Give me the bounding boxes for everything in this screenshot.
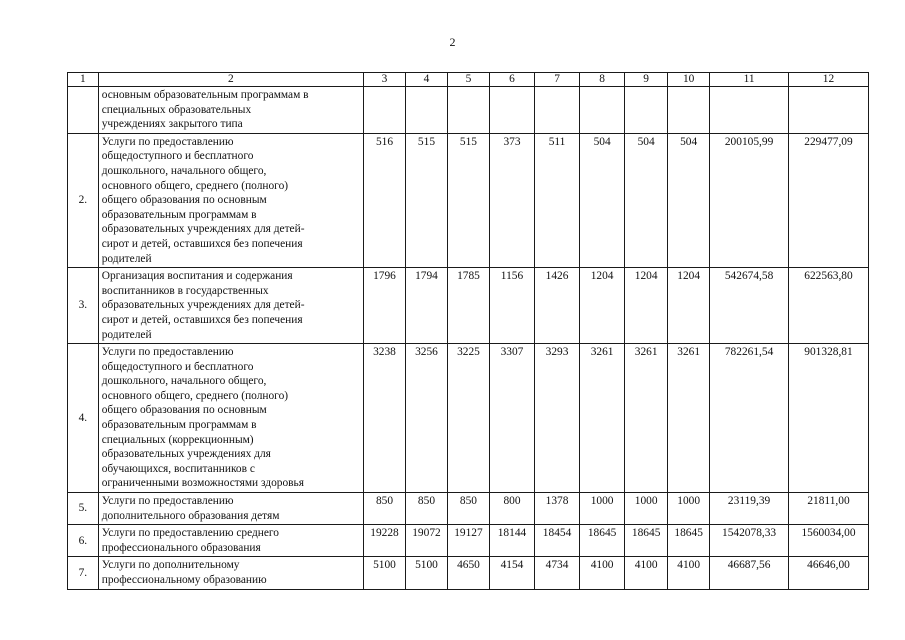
- value-cell: 1378: [535, 493, 580, 525]
- description-line: общедоступного и бесплатного: [101, 360, 254, 373]
- row-number: 7.: [68, 557, 99, 589]
- value-cell: 19127: [447, 525, 489, 557]
- description-line: воспитанников в государственных: [101, 284, 269, 297]
- row-description: [98, 87, 363, 134]
- value-cell: [789, 87, 869, 134]
- description-line: специальных образовательных: [101, 103, 252, 116]
- value-cell: 504: [580, 133, 625, 267]
- value-cell: 3307: [489, 344, 534, 493]
- description-line: Услуги по предоставлению среднего: [101, 527, 280, 540]
- description-line: специальных (коррекционным): [101, 433, 254, 446]
- header-cell: 5: [447, 73, 489, 87]
- description-line: основного общего, среднего (полного): [101, 179, 289, 192]
- row-number: 6.: [68, 525, 99, 557]
- value-cell: 1000: [580, 493, 625, 525]
- row-number: [68, 87, 99, 134]
- table-row: [68, 87, 869, 134]
- value-cell: 18454: [535, 525, 580, 557]
- value-cell: 622563,80: [789, 268, 869, 344]
- header-cell: 9: [625, 73, 668, 87]
- value-cell: [447, 87, 489, 134]
- value-cell: 4650: [447, 557, 489, 589]
- header-cell: 1: [68, 73, 99, 87]
- value-cell: 901328,81: [789, 344, 869, 493]
- value-cell: 18645: [625, 525, 668, 557]
- description-line: образовательным программам в: [101, 208, 257, 221]
- header-cell: 11: [710, 73, 789, 87]
- value-cell: 1204: [625, 268, 668, 344]
- row-number: 5.: [68, 493, 99, 525]
- value-cell: [535, 87, 580, 134]
- value-cell: 229477,09: [789, 133, 869, 267]
- description-line: образовательных учреждениях для детей-: [101, 223, 305, 236]
- value-cell: 3261: [668, 344, 710, 493]
- value-cell: 1000: [668, 493, 710, 525]
- table-row: [68, 268, 869, 344]
- value-cell: 4100: [625, 557, 668, 589]
- value-cell: 1000: [625, 493, 668, 525]
- description-line: сирот и детей, оставшихся без попечения: [101, 237, 303, 250]
- header-cell: 7: [535, 73, 580, 87]
- description-line: основным образовательным программам в: [101, 89, 309, 101]
- value-cell: 19072: [405, 525, 447, 557]
- value-cell: 1794: [405, 268, 447, 344]
- value-cell: 19228: [364, 525, 406, 557]
- value-cell: 504: [668, 133, 710, 267]
- row-description: [98, 344, 363, 493]
- description-line: общего образования по основным: [101, 194, 267, 207]
- table-row: [68, 525, 869, 557]
- value-cell: 1542078,33: [710, 525, 789, 557]
- description-line: обучающихся, воспитанников с: [101, 462, 255, 475]
- value-cell: 542674,58: [710, 268, 789, 344]
- description-line: общедоступного и бесплатного: [101, 150, 254, 163]
- value-cell: 23119,39: [710, 493, 789, 525]
- value-cell: 3256: [405, 344, 447, 493]
- value-cell: 18645: [668, 525, 710, 557]
- description-line: родителей: [101, 328, 152, 341]
- row-number: 4.: [68, 344, 99, 493]
- value-cell: 18645: [580, 525, 625, 557]
- value-cell: 4154: [489, 557, 534, 589]
- description-line: образовательных учреждениях для детей-: [101, 299, 305, 312]
- row-description: [98, 268, 363, 344]
- value-cell: 800: [489, 493, 534, 525]
- row-number: 2.: [68, 133, 99, 267]
- description-line: ограниченными возможностями здоровья: [101, 477, 304, 490]
- table-row: [68, 133, 869, 267]
- value-cell: [364, 87, 406, 134]
- header-cell: 12: [789, 73, 869, 87]
- description-line: Услуги по дополнительному: [101, 559, 240, 572]
- description-line: сирот и детей, оставшихся без попечения: [101, 313, 303, 326]
- header-row: [68, 73, 869, 87]
- description-line: родителей: [101, 252, 152, 265]
- value-cell: [710, 87, 789, 134]
- value-cell: 516: [364, 133, 406, 267]
- value-cell: 515: [405, 133, 447, 267]
- value-cell: 1785: [447, 268, 489, 344]
- description-line: общего образования по основным: [101, 404, 267, 417]
- value-cell: 1156: [489, 268, 534, 344]
- description-line: Услуги по предоставлению: [101, 135, 234, 148]
- value-cell: 200105,99: [710, 133, 789, 267]
- value-cell: 4100: [668, 557, 710, 589]
- value-cell: [489, 87, 534, 134]
- row-description: [98, 557, 363, 589]
- value-cell: 18144: [489, 525, 534, 557]
- value-cell: 4100: [580, 557, 625, 589]
- row-description: [98, 525, 363, 557]
- table-row: [68, 557, 869, 589]
- value-cell: 782261,54: [710, 344, 789, 493]
- description-line: дошкольного, начального общего,: [101, 164, 267, 177]
- value-cell: 850: [447, 493, 489, 525]
- table-row: [68, 493, 869, 525]
- description-line: Услуги по предоставлению: [101, 346, 234, 359]
- value-cell: [405, 87, 447, 134]
- row-description: [98, 493, 363, 525]
- description-line: Организация воспитания и содержания: [101, 270, 293, 283]
- value-cell: 21811,00: [789, 493, 869, 525]
- description-line: образовательным программам в: [101, 419, 257, 432]
- description-line: Услуги по предоставлению: [101, 495, 234, 508]
- header-cell: 6: [489, 73, 534, 87]
- header-cell: 4: [405, 73, 447, 87]
- value-cell: 850: [405, 493, 447, 525]
- value-cell: 515: [447, 133, 489, 267]
- value-cell: 511: [535, 133, 580, 267]
- value-cell: 3225: [447, 344, 489, 493]
- value-cell: 5100: [405, 557, 447, 589]
- value-cell: 3238: [364, 344, 406, 493]
- description-line: образовательных учреждениях для: [101, 448, 271, 461]
- description-line: основного общего, среднего (полного): [101, 389, 289, 402]
- value-cell: 3261: [580, 344, 625, 493]
- value-cell: 1204: [580, 268, 625, 344]
- row-number: 3.: [68, 268, 99, 344]
- header-cell: 10: [668, 73, 710, 87]
- value-cell: [668, 87, 710, 134]
- value-cell: 1796: [364, 268, 406, 344]
- row-description: [98, 133, 363, 267]
- description-line: дополнительного образования детям: [101, 509, 280, 522]
- value-cell: [580, 87, 625, 134]
- value-cell: 1204: [668, 268, 710, 344]
- table-row: [68, 344, 869, 493]
- value-cell: 504: [625, 133, 668, 267]
- page-number: 2: [449, 35, 456, 49]
- value-cell: [625, 87, 668, 134]
- description-line: учреждениях закрытого типа: [101, 118, 243, 131]
- value-cell: 373: [489, 133, 534, 267]
- value-cell: 46687,56: [710, 557, 789, 589]
- value-cell: 5100: [364, 557, 406, 589]
- header-cell: 2: [98, 73, 363, 87]
- value-cell: 4734: [535, 557, 580, 589]
- value-cell: 3293: [535, 344, 580, 493]
- header-cell: 8: [580, 73, 625, 87]
- value-cell: 1560034,00: [789, 525, 869, 557]
- description-line: профессионального образования: [101, 541, 261, 554]
- value-cell: 1426: [535, 268, 580, 344]
- description-line: дошкольного, начального общего,: [101, 375, 267, 388]
- value-cell: 3261: [625, 344, 668, 493]
- value-cell: 850: [364, 493, 406, 525]
- header-cell: 3: [364, 73, 406, 87]
- value-cell: 46646,00: [789, 557, 869, 589]
- data-table: [67, 72, 869, 590]
- description-line: профессиональному образованию: [101, 574, 267, 586]
